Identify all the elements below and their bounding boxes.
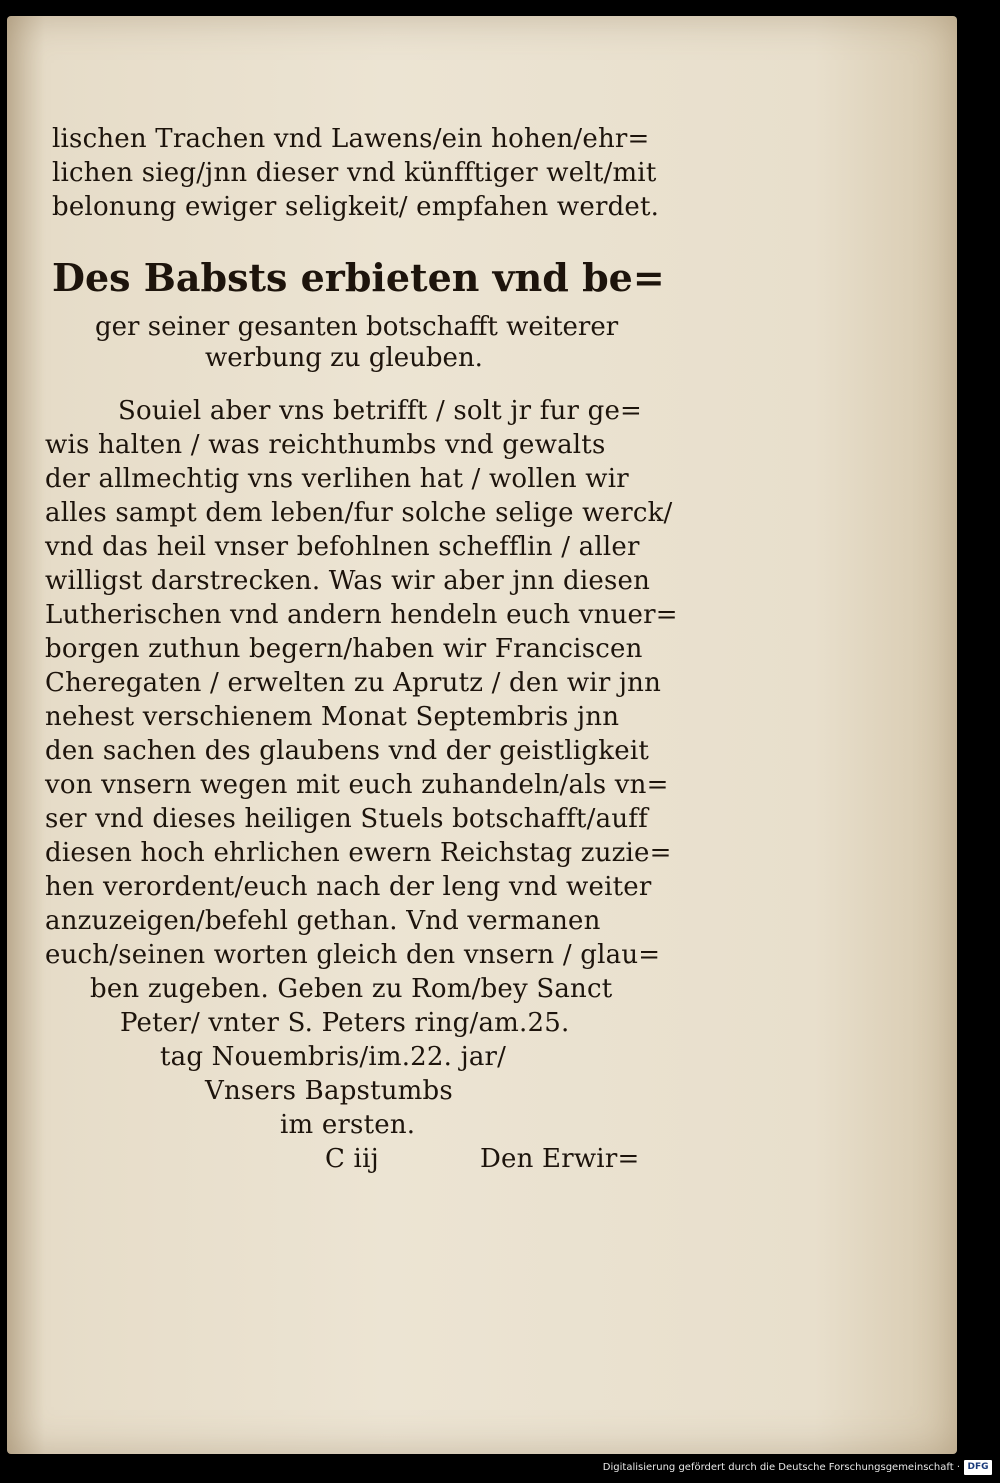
body-line: tag Nouembris/im.22. jar/ (160, 1042, 507, 1072)
book-page (7, 16, 957, 1454)
section-heading-line-2: ger seiner gesanten botschafft weiterer (95, 312, 619, 342)
signature-mark: C iij (325, 1144, 379, 1174)
body-line: Lutherischen vnd andern hendeln euch vnuer= (45, 600, 678, 630)
page-edge-shadow (957, 16, 1000, 1454)
text-line-1: lischen Trachen vnd Lawens/ein hohen/ehr= (52, 124, 650, 154)
body-line: ben zugeben. Geben zu Rom/bey Sanct (90, 974, 613, 1004)
body-line: den sachen des glaubens vnd der geistligkeit (45, 736, 649, 766)
section-heading-line-1: Des Babsts erbieten vnd be= (52, 255, 665, 300)
section-heading-line-3: werbung zu gleuben. (205, 343, 483, 373)
body-line: Cheregaten / erwelten zu Aprutz / den wir jnn (45, 668, 662, 698)
body-line: im ersten. (280, 1110, 416, 1140)
body-line: von vnsern wegen mit euch zuhandeln/als vn= (45, 770, 669, 800)
body-line: nehest verschienem Monat Septembris jnn (45, 702, 620, 732)
body-line: vnd das heil vnser befohlnen schefflin / aller (45, 532, 640, 562)
body-line: euch/seinen worten gleich den vnsern / glau= (45, 940, 661, 970)
body-line: willigst darstrecken. Was wir aber jnn diesen (45, 566, 651, 596)
text-line-2: lichen sieg/jnn dieser vnd künfftiger welt/mit (52, 158, 657, 188)
body-line: diesen hoch ehrlichen ewern Reichstag zuzie= (45, 838, 672, 868)
body-line: der allmechtig vns verlihen hat / wollen wir (45, 464, 629, 494)
body-line: alles sampt dem leben/fur solche selige werck/ (45, 498, 673, 528)
body-line: Vnsers Bapstumbs (205, 1076, 453, 1106)
body-line: anzuzeigen/befehl gethan. Vnd vermanen (45, 906, 601, 936)
body-line: hen verordent/euch nach der leng vnd weiter (45, 872, 652, 902)
body-line: ser vnd dieses heiligen Stuels botschafft/auff (45, 804, 648, 834)
dfg-logo-icon: DFG (964, 1460, 992, 1475)
footer-bar (0, 1454, 1000, 1483)
body-line: Peter/ vnter S. Peters ring/am.25. (120, 1008, 570, 1038)
body-line: wis halten / was reichthumbs vnd gewalts (45, 430, 606, 460)
catchword: Den Erwir= (480, 1144, 640, 1174)
text-line-3: belonung ewiger seligkeit/ empfahen werdet. (52, 192, 660, 222)
digitization-credit: Digitalisierung gefördert durch die Deutsche Forschungsgemeinschaft · (602, 1462, 960, 1473)
body-line: Souiel aber vns betrifft / solt jr fur ge= (118, 396, 643, 426)
body-line: borgen zuthun begern/haben wir Franciscen (45, 634, 643, 664)
